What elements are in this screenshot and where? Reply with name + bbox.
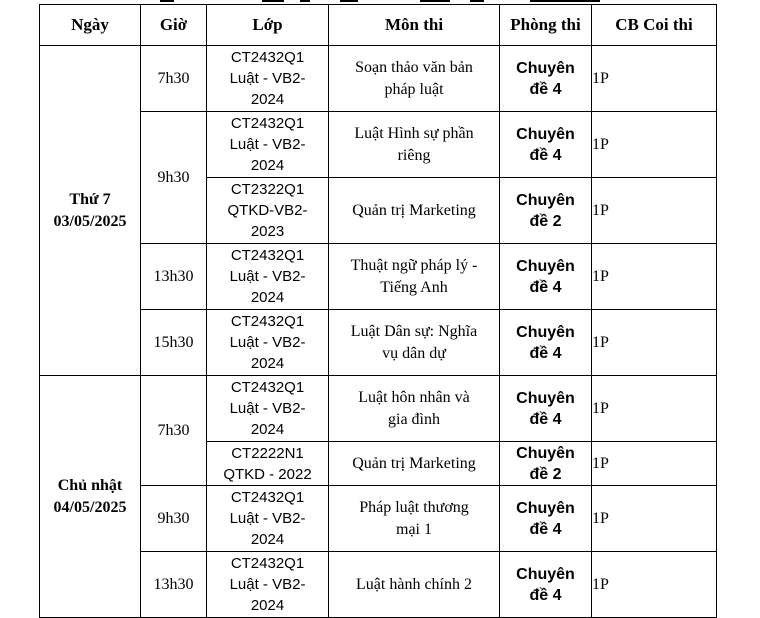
room-cell [500,442,592,486]
header-subject: Môn thi [329,5,500,46]
subject-cell [329,486,500,552]
subject-line: Soạn thảo văn bản [355,58,473,76]
table-row [40,112,717,178]
class-line: Luật - VB2- [229,136,306,153]
proctor-cell: 1P [592,244,717,310]
time-cell: 9h30 [141,486,207,552]
class-line: 2024 [250,355,285,372]
day-name: Thứ 7 [69,190,111,208]
room-cell [500,178,592,244]
class-cell [207,376,329,442]
proctor-cell: 1P [592,442,717,486]
header-date: Ngày [40,5,141,46]
class-cell [207,552,329,618]
class-line: 2023 [250,223,285,240]
class-line: CT2432Q1 [230,49,305,66]
subject-line: Thuật ngữ pháp lý - [350,256,478,274]
class-line: CT2322Q1 [230,181,305,198]
time-cell: 13h30 [141,552,207,618]
table-row [40,376,717,442]
subject-line: gia đình [388,410,440,428]
room-cell [500,46,592,112]
table-row [40,552,717,618]
class-line: 2024 [250,91,285,108]
room-line: đề 4 [529,520,562,538]
room-line: Chuyên [516,125,575,143]
proctor-cell: 1P [592,112,717,178]
room-cell [500,376,592,442]
subject-cell [329,178,500,244]
class-line: CT2432Q1 [230,489,305,506]
class-line: Luật - VB2- [229,334,306,351]
time-cell: 9h30 [141,112,207,244]
class-line: QTKD-VB2- [227,202,308,219]
subject-line: vụ dân dự [382,344,446,362]
class-line: Luật - VB2- [229,400,306,417]
subject-line: Luật hành chính 2 [356,575,472,593]
class-line: Luật - VB2- [229,268,306,285]
proctor-cell: 1P [592,178,717,244]
subject-line: Pháp luật thương [359,498,469,516]
class-line: CT2432Q1 [230,115,305,132]
subject-cell [329,244,500,310]
time-cell: 7h30 [141,376,207,486]
date-cell [40,46,141,376]
subject-line: Luật hôn nhân và [358,388,470,406]
room-cell [500,486,592,552]
subject-line: Tiếng Anh [380,278,448,296]
class-line: CT2222N1 [231,444,304,462]
time-cell: 13h30 [141,244,207,310]
class-line: 2024 [250,289,285,306]
day-date: 03/05/2025 [53,212,127,230]
header-row [40,5,717,46]
proctor-cell: 1P [592,552,717,618]
header-time: Giờ [141,5,207,46]
subject-cell [329,310,500,376]
class-line: CT2432Q1 [230,247,305,264]
proctor-cell: 1P [592,376,717,442]
class-cell [207,442,329,486]
class-line: Luật - VB2- [229,576,306,593]
class-line: 2024 [250,157,285,174]
room-line: đề 2 [529,212,562,230]
room-cell [500,552,592,618]
table-row [40,244,717,310]
header-room: Phòng thi [500,5,592,46]
subject-cell [329,552,500,618]
day-date: 04/05/2025 [53,498,127,516]
class-line: CT2432Q1 [230,555,305,572]
class-line: 2024 [250,421,285,438]
subject-cell [329,376,500,442]
class-line: Luật - VB2- [229,70,306,87]
room-line: Chuyên [516,59,575,77]
table-row [40,486,717,552]
subject-line: Quản trị Marketing [352,201,476,219]
room-line: đề 4 [529,586,562,604]
class-line: 2024 [250,597,285,614]
room-line: đề 2 [529,465,562,483]
room-line: Chuyên [516,444,575,462]
room-line: Chuyên [516,499,575,517]
class-cell [207,112,329,178]
class-cell [207,244,329,310]
subject-cell [329,46,500,112]
class-cell [207,46,329,112]
room-line: đề 4 [529,344,562,362]
table-row [40,46,717,112]
class-cell [207,310,329,376]
room-line: Chuyên [516,191,575,209]
proctor-cell: 1P [592,310,717,376]
class-cell [207,178,329,244]
subject-line: riêng [397,146,431,164]
room-line: đề 4 [529,410,562,428]
proctor-cell: 1P [592,46,717,112]
subject-line: Luật Hình sự phần [354,124,474,142]
class-cell [207,486,329,552]
subject-line: Quản trị Marketing [352,454,476,472]
day-name: Chủ nhật [57,476,123,494]
time-cell: 15h30 [141,310,207,376]
room-line: đề 4 [529,80,562,98]
room-cell [500,244,592,310]
class-line: CT2432Q1 [230,313,305,330]
time-cell: 7h30 [141,46,207,112]
class-line: 2024 [250,531,285,548]
proctor-cell: 1P [592,486,717,552]
room-line: Chuyên [516,257,575,275]
class-line: Luật - VB2- [229,510,306,527]
room-line: Chuyên [516,565,575,583]
subject-line: Luật Dân sự: Nghĩa [350,322,478,340]
header-class: Lớp [207,5,329,46]
room-line: đề 4 [529,146,562,164]
room-line: Chuyên [516,323,575,341]
subject-line: pháp luật [384,80,444,98]
room-line: Chuyên [516,389,575,407]
subject-line: mại 1 [396,520,432,538]
header-proctor: CB Coi thi [592,5,717,46]
subject-cell [329,442,500,486]
date-cell [40,376,141,618]
class-line: CT2432Q1 [230,379,305,396]
subject-cell [329,112,500,178]
exam-schedule-table [39,4,717,618]
table-row [40,310,717,376]
class-line: QTKD - 2022 [223,465,312,483]
room-cell [500,310,592,376]
room-line: đề 4 [529,278,562,296]
room-cell [500,112,592,178]
